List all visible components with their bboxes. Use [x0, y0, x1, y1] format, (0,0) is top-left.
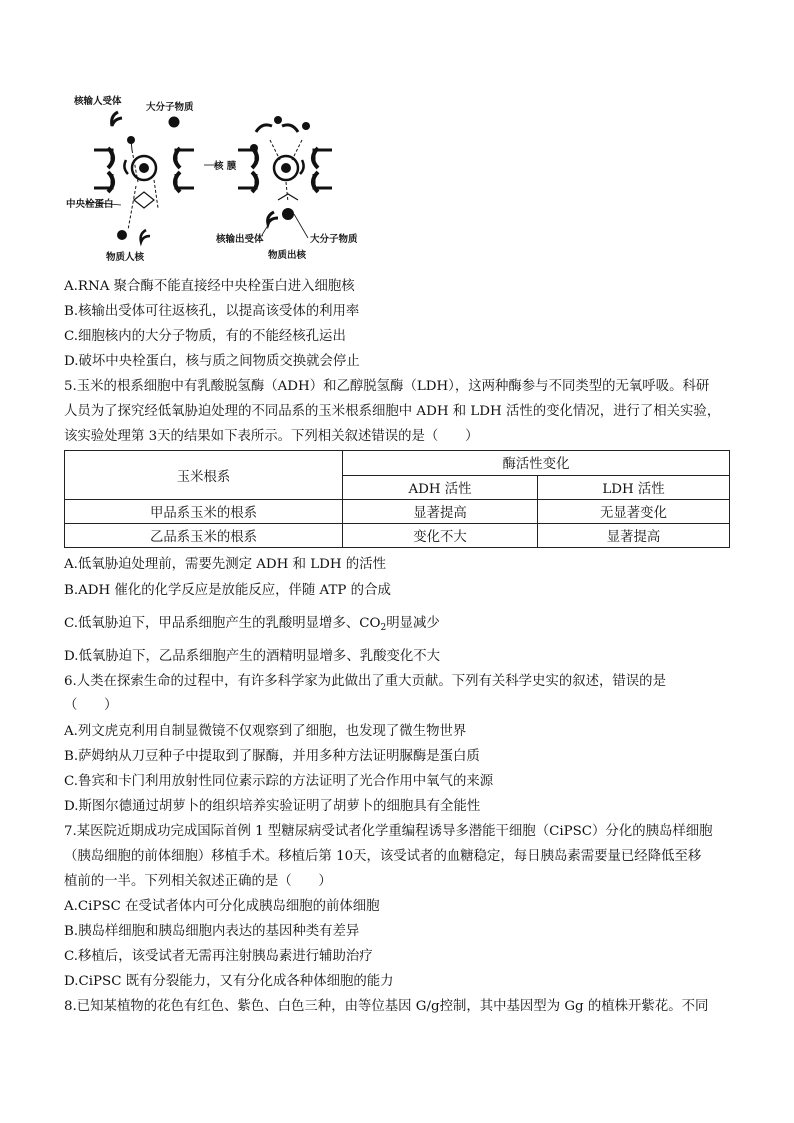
q5-option-b: B.ADH 催化的化学反应是放能反应，伴随 ATP 的合成 — [64, 583, 391, 598]
q4-option-c: C.细胞核内的大分子物质，有的不能经核孔运出 — [64, 329, 346, 344]
q6-option-a: A.列文虎克利用自制显微镜不仅观察到了细胞，也发现了微生物世界 — [64, 724, 467, 739]
q5-option-a: A.低氧胁迫处理前，需要先测定 ADH 和 LDH 的活性 — [64, 557, 386, 572]
q5-option-c-tail: 明显减少 — [386, 616, 440, 631]
q7-stem-line-3: 植前的一半。下列相关叙述正确的是（ ） — [64, 874, 332, 889]
table-row — [65, 500, 730, 524]
q5-enzyme-table — [64, 450, 730, 548]
q4-option-d: D.破坏中央栓蛋白，核与质之间物质交换就会停止 — [64, 354, 360, 369]
import-receptor-shape — [112, 112, 122, 126]
nuclear-pore-figure — [66, 90, 396, 268]
q8-stem-line-1: 8.已知某植物的花色有红色、紫色、白色三种，由等位基因 G/g控制，其中基因型为 Gg 的植株开紫花。不同 — [64, 999, 709, 1014]
row-name: 甲品系玉米的根系 — [65, 500, 343, 524]
q6-option-b: B.萨姆纳从刀豆种子中提取到了脲酶，并用多种方法证明脲酶是蛋白质 — [64, 749, 480, 764]
label-import-receptor: 核输人受体 — [74, 96, 122, 107]
row-adh: 显著提高 — [343, 500, 538, 524]
q5-option-c-text: C.低氧胁迫下，甲品系细胞产生的乳酸明显增多、CO — [64, 616, 381, 631]
nuclear-transport-diagram — [66, 90, 396, 268]
import-diagram — [86, 112, 194, 242]
q6-option-c: C.鲁宾和卡门利用放射性同位素示踪的方法证明了光合作用中氧气的来源 — [64, 774, 494, 789]
row-name: 乙品系玉米的根系 — [65, 524, 343, 548]
q7-stem-line-2: （胰岛细胞的前体细胞）移植手术。移植后第 10天，该受试者的血糖稳定，每日胰岛素需要量已经降低至移 — [64, 849, 702, 864]
header-enzyme-change: 酶活性变化 — [343, 451, 730, 476]
label-export-receptor: 核输出受体 — [216, 234, 264, 245]
q5-stem-line-1: 5.玉米的根系细胞中有乳酸脱氢酶（ADH）和乙醇脱氢酶（LDH），这两种酶参与不同类型的无氧呼吸。科研 — [64, 379, 710, 394]
q5-option-c — [64, 615, 744, 637]
q4-option-a: A.RNA 聚合酶不能直接经中央栓蛋白进入细胞核 — [64, 279, 355, 294]
q7-option-a: A.CiPSC 在受试者体内可分化成胰岛细胞的前体细胞 — [64, 899, 380, 914]
header-root: 玉米根系 — [65, 451, 343, 500]
co2-subscript: 2 — [380, 623, 387, 633]
row-ldh: 无显著变化 — [538, 500, 730, 524]
q6-stem-line-1: 6.人类在探索生命的过程中，有许多科学家为此做出了重大贡献。下列有关科学史实的叙述，错误的是 — [64, 674, 666, 689]
macromolecule-dot — [169, 117, 180, 128]
table-row — [65, 524, 730, 548]
q5-stem-line-2: 人员为了探究经低氧胁迫处理的不同品系的玉米根系细胞中 ADH 和 LDH 活性的变化情况，进行了相关实验， — [64, 404, 721, 419]
row-ldh: 显著提高 — [538, 524, 730, 548]
q6-option-d: D.斯图尔德通过胡萝卜的组织培养实验证明了胡萝卜的细胞具有全能性 — [64, 799, 481, 814]
table-header-row — [65, 451, 730, 476]
label-export-caption: 物质出核 — [268, 250, 307, 261]
header-ldh: LDH 活性 — [538, 475, 730, 500]
q6-stem-line-2: （ ） — [64, 698, 118, 713]
label-nuclear-membrane: 核 膜 — [214, 161, 237, 172]
q7-option-c: C.移植后，该受试者无需再注射胰岛素进行辅助治疗 — [64, 949, 373, 964]
q7-option-b: B.胰岛样细胞和胰岛细胞内表达的基因种类有差异 — [64, 924, 360, 939]
label-central-plug: 中央栓蛋白 — [66, 199, 114, 210]
q5-option-d: D.低氧胁迫下，乙品系细胞产生的酒精明显增多、乳酸变化不大 — [64, 649, 441, 664]
label-macromolecule-top: 大分子物质 — [146, 102, 194, 113]
label-macromolecule-bottom: 大分子物质 — [310, 234, 358, 245]
q7-stem-line-1: 7.某医院近期成功完成国际首例 1 型糖尿病受试者化学重编程诱导多潜能干细胞（CiPSC）分化的胰岛样细胞 — [64, 824, 713, 839]
row-adh: 变化不大 — [343, 524, 538, 548]
header-adh: ADH 活性 — [343, 475, 538, 500]
q5-stem-line-3: 该实验处理第 3天的结果如下表所示。下列相关叙述错误的是（ ） — [64, 429, 479, 444]
label-import-caption: 物质人核 — [106, 252, 145, 263]
export-diagram — [238, 116, 332, 238]
q7-option-d: D.CiPSC 既有分裂能力，又有分化成各种体细胞的能力 — [64, 974, 394, 989]
q4-option-b: B.核输出受体可往返核孔，以提高该受体的利用率 — [64, 304, 360, 319]
